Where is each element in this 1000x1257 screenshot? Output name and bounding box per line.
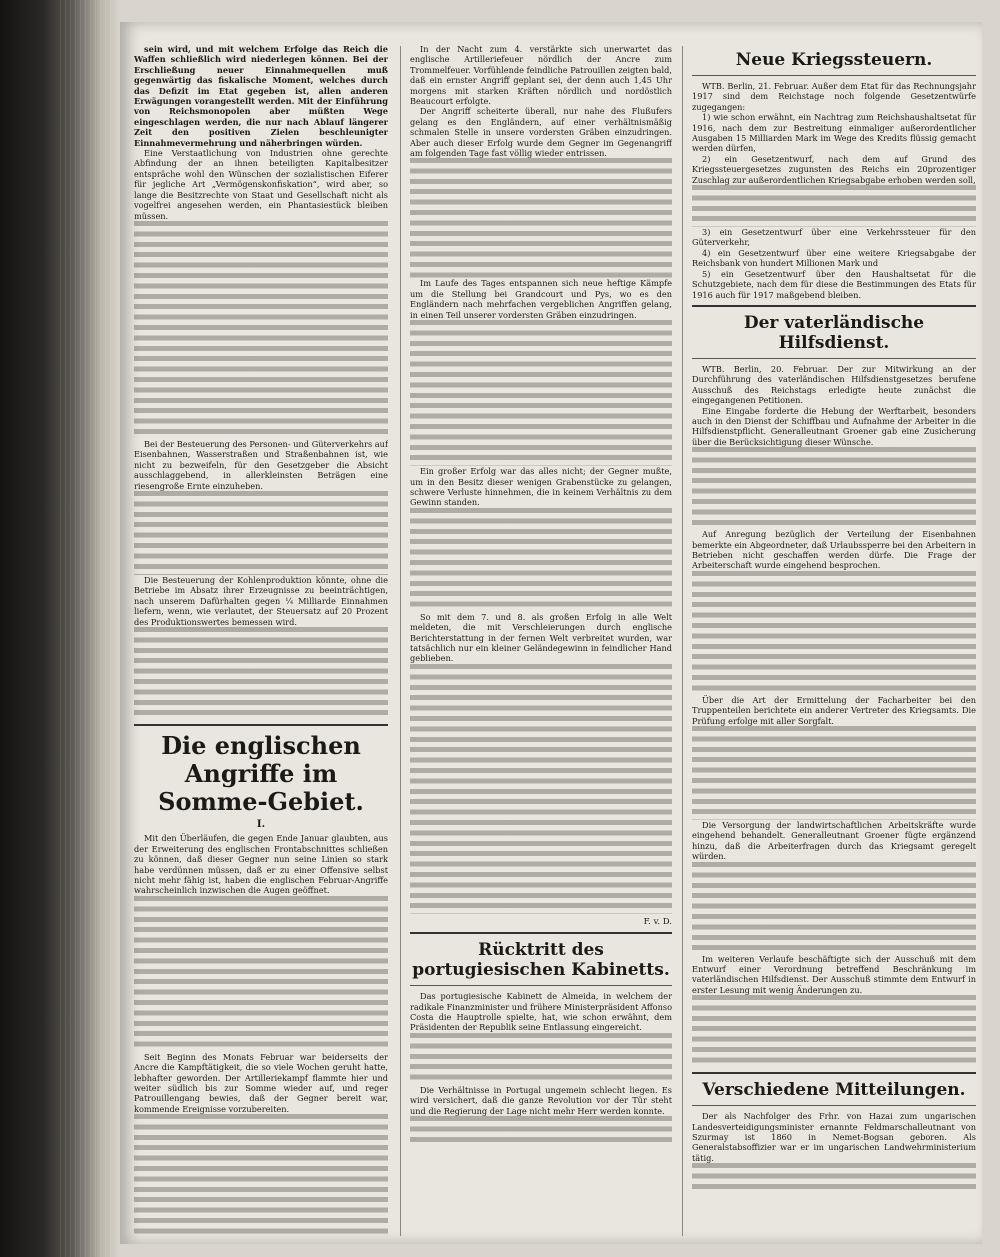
article-part-number: I. (256, 818, 266, 830)
column-rule (400, 46, 401, 1236)
paragraph: So mit dem 7. und 8. als großen Erfolg in alle Welt meldeten, die mit Verschleierungen durch englische Berichterstattung in der fernen Welt verbreitet wurden, war tatsächlich nur ein kleiner Geländegewinn in feindlicher Hand geblieben. (410, 611, 672, 664)
paragraph: Im Laufe des Tages entspannen sich neue heftige Kämpfe um die Stellung bei Grandcourt und Pys, wo es den Engländern nach mehrfachen vergeblichen Angriffen gelang, in einen Teil unserer vordersten Gräben einzudringen. (410, 278, 672, 320)
text-block (692, 571, 976, 695)
divider (410, 985, 672, 986)
paragraph: WTB. Berlin, 20. Februar. Der zur Mitwirkung an der Durchführung des vaterländischen Hilfsdienstgesetzes berufene Ausschuß des Reichstags erledigte heute zunächst die eingegangenen Petitionen. (692, 363, 976, 406)
divider (692, 305, 976, 307)
text-block (692, 726, 976, 820)
paragraph: 1) wie schon erwähnt, ein Nachtrag zum Reichshaushaltsetat für 1916, nach dem zur Bestreitung einmaliger außerordentlicher Ausgaben 15 Milliarden Mark im Wege des Kredits flüssig gemacht werden dürfen, (692, 112, 976, 154)
article-title: Die englischen Angriffe im Somme-Gebiet. (158, 730, 364, 816)
text-block (410, 508, 672, 612)
text-block (692, 862, 976, 954)
paragraph: Die Verhältnisse in Portugal ungemein schlecht liegen. Es wird versichert, daß die ganze Revolution vor der Tür steht und die Regierung der Lage nicht mehr Herr werden konnte. (410, 1084, 672, 1116)
paragraph: 4) ein Gesetzentwurf über eine weitere Kriegsabgabe der Reichsbank von hundert Millionen Mark und (692, 247, 976, 269)
page-edges (60, 0, 115, 1257)
paragraph: Seit Beginn des Monats Februar war beiderseits der Ancre die Kampftätigkeit, die so viele Wochen geruht hatte, lebhafter geworden. Der Artilleriekampf flammte hier und weiter südlich bis zur Somme wieder auf, und reger Patrouillengang bewies, daß der Gegner bereit war, kommende Ereignisse vorzubereiten. (134, 1051, 388, 1114)
paragraph: Die Besteuerung der Kohlenproduktion könnte, ohne die Betriebe im Absatz ihrer Erzeugnisse zu beeinträchtigen, nach unserem Dafürhalten gegen ¼ Milliarde Einnahmen liefern, wenn, wie verlautet, der Steuersatz auf 20 Prozent des Produktionswertes bemessen wird. (134, 574, 388, 627)
column-3 (692, 44, 976, 1239)
article-title: Rücktritt des portugiesischen Kabinetts. (412, 940, 670, 981)
author-signature: F. v. D. (643, 916, 672, 927)
text-block (410, 1116, 672, 1146)
paragraph: sein wird, und mit welchem Erfolge das Reich die Waffen schließlich wird niederlegen können. Bei der Erschließung neuer Einnahmequellen muß gegenwärtig das fiskalische Moment, welches durch das Defizit im Etat gegeben ist, allen anderen Erwägungen vorangestellt werden. Mit der Einführung von Reichsmonopolen aber müßten Wege eingeschlagen werden, die nur nach Ablauf längerer Zeit den positiven Zielen beschleunigter Einnahmevermehrung und näherbringen würden. (134, 44, 388, 148)
column-1 (134, 44, 388, 1239)
paragraph: Bei der Besteuerung des Personen- und Güterverkehrs auf Eisenbahnen, Wasserstraßen und Straßenbahnen ist, wie nicht zu bezweifeln, für den Gesetzgeber die Absicht ausschlaggebend, in allerkleinsten Beträgen eine riesengroße Ernte einzuheben. (134, 438, 388, 491)
text-block (692, 1163, 976, 1193)
paragraph: Die Versorgung der landwirtschaftlichen Arbeitskräfte wurde eingehend behandelt. Generalleutnant Groener fügte ergänzend hinzu, daß die Arbeiterfragen durch das Kriegsamt geregelt würden. (692, 820, 976, 862)
article-title: Verschiedene Mitteilungen. (702, 1080, 966, 1101)
divider (692, 1105, 976, 1106)
text-block (692, 447, 976, 529)
divider (410, 932, 672, 934)
column-2 (410, 44, 672, 1239)
divider (134, 724, 388, 726)
paragraph: 2) ein Gesetzentwurf, nach dem auf Grund des Kriegssteuergesetzes zugunsten des Reichs ein 20prozentiger Zuschlag zur außerordentlichen Kriegsabgabe erhoben werden soll, (692, 153, 976, 185)
article-title: Neue Kriegssteuern. (735, 50, 933, 70)
paragraph: 3) ein Gesetzentwurf über eine Verkehrssteuer für den Güterverkehr, (692, 227, 976, 248)
text-block (410, 664, 672, 914)
paragraph: Der Angriff scheiterte überall, nur nahe des Flußufers gelang es den Engländern, auf einer verhältnismäßig schmalen Stelle in unsere vordersten Gräben einzudringen. Aber auch dieser Erfolg wurde dem Gegner im Gegenangriff am folgenden Tage fast völlig wieder entrissen. (410, 106, 672, 159)
text-block (692, 995, 976, 1067)
paragraph: Ein großer Erfolg war das alles nicht; der Gegner mußte, um in den Besitz dieser wenigen Grabenstücke zu gelangen, schwere Verluste hinnehmen, die in keinem Verhältnis zu dem Gewinn standen. (410, 466, 672, 508)
paragraph: WTB. Berlin, 21. Februar. Außer dem Etat für das Rechnungsjahr 1917 sind dem Reichstage noch folgende Gesetzentwürfe zugegangen: (692, 81, 976, 112)
divider (692, 75, 976, 76)
column-rule (682, 46, 683, 1236)
paragraph: Der als Nachfolger des Frhr. von Hazai zum ungarischen Landesverteidigungsminister ernannte Feldmarschalleutnant von Szurmay ist 1860 in Nemet-Bogsan geboren. Als Generalstabsoffizier war er im ungarischen Landwehrministerium tätig. (692, 1111, 976, 1163)
paragraph: Eine Verstaatlichung von Industrien ohne gerechte Abfindung der an ihnen beteiligten Kapitalbesitzer entspräche wohl den Wünschen der sozialistischen Eiferer für jegliche Art „Vermögenskonfiskation“, wird aber, so lange die Besitzrechte von Staat und Gesellschaft nicht als vogelfrei angesehen werden, ein Phantasiestück bleiben müssen. (134, 148, 388, 221)
paragraph: Mit den Überläufen, die gegen Ende Januar glaubten, aus der Erweiterung des englischen Frontabschnittes schließen zu können, daß dieser Gegner nun seine Linien so stark habe verdünnen müssen, daß er zu einer Offensive selbst nicht mehr fähig ist, haben die englischen Februar-Angriffe wahrscheinlich inzwischen die Augen geöffnet. (134, 833, 388, 896)
text-block (692, 185, 976, 227)
divider (692, 358, 976, 359)
text-block (134, 896, 388, 1052)
paragraph: Das portugiesische Kabinett de Almeida, in welchem der radikale Finanzminister und frühere Ministerpräsident Affonso Costa die Hauptrolle spielte, hat, wie schon erwähnt, dem Präsidenten der Republik seine Entlassung eingereicht. (410, 991, 672, 1033)
paragraph: 5) ein Gesetzentwurf über den Haushaltsetat für die Schutzgebiete, nach dem für diese die Bestimmungen des Etats für 1916 auch für 1917 maßgebend bleiben. (692, 268, 976, 300)
text-block (134, 221, 388, 439)
text-block (410, 1033, 672, 1085)
divider (692, 1072, 976, 1074)
newspaper-page (120, 22, 982, 1244)
paragraph: Im weiteren Verlaufe beschäftigte sich der Ausschuß mit dem Entwurf einer Verordnung betreffend Beschränkung im vaterländischen Hilfsdienst. Der Ausschuß stimmte dem Entwurf in erster Lesung mit wenig Änderungen zu. (692, 953, 976, 995)
paragraph: Eine Eingabe forderte die Hebung der Werftarbeit, besonders auch in den Dienst der Schiffbau und Aufnahme der Arbeiter in die Hilfsdienstpflicht. Generalleutnant Groener gab eine Zusicherung über die Berücksichtigung dieser Wünsche. (692, 405, 976, 447)
text-block (134, 491, 388, 575)
paragraph: Auf Anregung bezüglich der Verteilung der Eisenbahnen bemerkte ein Abgeordneter, daß Urlaubssperre bei den Arbeitern in Betrieben nicht geschaffen werden dürfe. Die Frage der Arbeiterschaft wurde eingehend besprochen. (692, 529, 976, 571)
paragraph: Über die Art der Ermittelung der Facharbeiter bei den Truppenteilen berichtete ein anderer Vertreter des Kriegsamts. Die Prüfung erfolge mit aller Sorgfalt. (692, 694, 976, 726)
text-block (410, 158, 672, 278)
text-block (134, 627, 388, 719)
paragraph: In der Nacht zum 4. verstärkte sich unerwartet das englische Artilleriefeuer nördlich der Ancre zum Trommelfeuer. Vorfühlende feindliche Patrouillen zeigten bald, daß ein ernster Angriff geplant sei, der denn auch 1,45 Uhr morgens mit starken Kräften nördlich und nordöstlich Beaucourt erfolgte. (410, 44, 672, 107)
text-block (410, 320, 672, 466)
article-title: Der vaterländische Hilfsdienst. (743, 312, 925, 353)
text-block (134, 1114, 388, 1239)
